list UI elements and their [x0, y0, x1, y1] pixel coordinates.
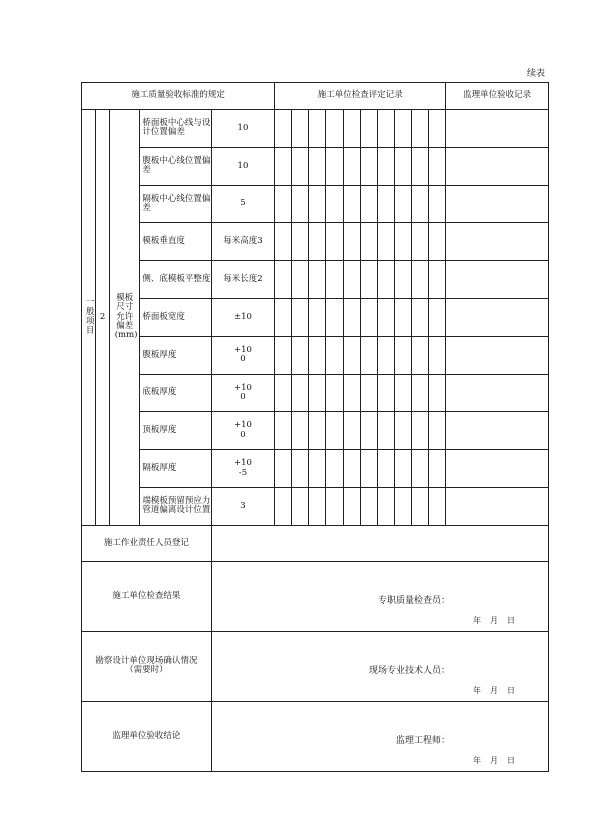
item-value: 每米长度2 — [211, 261, 274, 299]
item-row — [82, 261, 549, 299]
supervision-cell[interactable] — [446, 261, 549, 299]
record-cell[interactable] — [360, 185, 377, 223]
record-cell[interactable] — [343, 298, 360, 336]
item-name: 顶板厚度 — [140, 412, 211, 450]
sign-section-row — [82, 701, 549, 771]
item-name: 端模板预留预应力管道偏离设计位置 — [140, 487, 211, 525]
record-cell[interactable] — [411, 336, 428, 374]
item-value: +10 0 — [211, 412, 274, 450]
record-cell[interactable] — [275, 185, 292, 223]
item-row — [82, 450, 549, 488]
record-cell[interactable] — [309, 223, 326, 261]
record-cell[interactable] — [326, 185, 343, 223]
record-cell[interactable] — [343, 185, 360, 223]
record-cell[interactable] — [360, 223, 377, 261]
record-cell[interactable] — [326, 374, 343, 412]
record-cell[interactable] — [360, 487, 377, 525]
sign-section-row — [82, 561, 549, 631]
record-cell[interactable] — [343, 450, 360, 488]
item-row — [82, 374, 549, 412]
record-cell[interactable] — [394, 450, 411, 488]
record-cell[interactable] — [411, 374, 428, 412]
supervision-cell[interactable] — [446, 412, 549, 450]
signer-label: 专职质量检查员： — [377, 595, 450, 606]
record-cell[interactable] — [275, 261, 292, 299]
record-cell[interactable] — [377, 261, 394, 299]
supervision-cell[interactable] — [446, 487, 549, 525]
sign-section-label: 施工单位检查结果 — [82, 561, 212, 631]
record-cell[interactable] — [275, 223, 292, 261]
sign-date: 年月日 — [473, 685, 524, 695]
record-cell[interactable] — [275, 147, 292, 185]
record-cell[interactable] — [429, 147, 446, 185]
record-cell[interactable] — [394, 185, 411, 223]
record-cell[interactable] — [275, 336, 292, 374]
record-cell[interactable] — [343, 223, 360, 261]
item-name: 模板垂直度 — [140, 223, 211, 261]
record-cell[interactable] — [292, 261, 309, 299]
sign-section-label: 勘察设计单位现场确认情况（需要时） — [82, 631, 212, 701]
record-cell[interactable] — [377, 374, 394, 412]
record-cell[interactable] — [360, 450, 377, 488]
item-value: 10 — [211, 147, 274, 185]
sign-section-label: 监理单位验收结论 — [82, 701, 212, 771]
record-cell[interactable] — [429, 412, 446, 450]
record-cell[interactable] — [429, 336, 446, 374]
continued-label: 续表 — [527, 69, 546, 79]
record-cell[interactable] — [326, 147, 343, 185]
sign-date: 年月日 — [473, 615, 524, 625]
record-cell[interactable] — [360, 261, 377, 299]
item-row — [82, 298, 549, 336]
record-cell[interactable] — [326, 223, 343, 261]
worker-registration-field[interactable] — [211, 525, 548, 561]
item-value: +10 0 — [211, 374, 274, 412]
record-cell[interactable] — [309, 147, 326, 185]
record-cell[interactable] — [309, 261, 326, 299]
record-cell[interactable] — [411, 298, 428, 336]
record-cell[interactable] — [429, 185, 446, 223]
record-cell[interactable] — [343, 487, 360, 525]
record-cell[interactable] — [292, 412, 309, 450]
record-cell[interactable] — [292, 185, 309, 223]
category-cell — [82, 110, 96, 526]
item-name: 侧、底模板平整度 — [140, 261, 211, 299]
record-cell[interactable] — [292, 487, 309, 525]
item-name: 底板厚度 — [140, 374, 211, 412]
item-value: 3 — [211, 487, 274, 525]
record-cell[interactable] — [394, 374, 411, 412]
record-cell[interactable] — [360, 374, 377, 412]
item-value: +10 0 — [211, 336, 274, 374]
record-cell[interactable] — [309, 374, 326, 412]
record-cell[interactable] — [360, 298, 377, 336]
header-construction-record: 施工单位检查评定记录 — [275, 83, 446, 110]
group-label: 模板尺寸允许偏差(mm) — [114, 293, 138, 341]
record-cell[interactable] — [394, 298, 411, 336]
record-cell[interactable] — [309, 110, 326, 148]
record-cell[interactable] — [309, 412, 326, 450]
item-name: 隔板中心线位置偏差 — [140, 185, 211, 223]
item-row — [82, 110, 549, 148]
record-cell[interactable] — [292, 336, 309, 374]
record-cell[interactable] — [326, 412, 343, 450]
item-value: ±10 — [211, 298, 274, 336]
item-value: 5 — [211, 185, 274, 223]
signer-label: 现场专业技术人员： — [368, 665, 450, 676]
record-cell[interactable] — [377, 223, 394, 261]
item-value: 10 — [211, 110, 274, 148]
record-cell[interactable] — [411, 412, 428, 450]
worker-registration-label: 施工作业责任人员登记 — [82, 525, 212, 561]
record-cell[interactable] — [377, 147, 394, 185]
item-row — [82, 185, 549, 223]
signer-label: 监理工程师： — [395, 735, 450, 746]
record-cell[interactable] — [326, 110, 343, 148]
supervision-cell[interactable] — [446, 223, 549, 261]
record-cell[interactable] — [326, 487, 343, 525]
item-value: +10 -5 — [211, 450, 274, 488]
category-label: 一般项目 — [84, 296, 95, 335]
supervision-cell[interactable] — [446, 147, 549, 185]
record-cell[interactable] — [292, 298, 309, 336]
record-cell[interactable] — [429, 110, 446, 148]
record-cell[interactable] — [309, 450, 326, 488]
group-cell — [110, 110, 140, 526]
worker-registration-row — [82, 525, 549, 561]
record-cell[interactable] — [309, 487, 326, 525]
item-name: 腹板厚度 — [140, 336, 211, 374]
record-cell[interactable] — [343, 147, 360, 185]
sign-section-row — [82, 631, 549, 701]
record-cell[interactable] — [360, 336, 377, 374]
record-cell[interactable] — [411, 223, 428, 261]
item-row — [82, 147, 549, 185]
record-cell[interactable] — [394, 110, 411, 148]
header-supervision-record: 监理单位验收记录 — [446, 83, 549, 110]
sign-date: 年月日 — [473, 755, 524, 765]
record-cell[interactable] — [429, 450, 446, 488]
record-cell[interactable] — [292, 450, 309, 488]
item-name: 腹板中心线位置偏差 — [140, 147, 211, 185]
record-cell[interactable] — [343, 261, 360, 299]
record-cell[interactable] — [309, 336, 326, 374]
item-number-cell — [96, 110, 110, 526]
record-cell[interactable] — [411, 185, 428, 223]
record-cell[interactable] — [292, 110, 309, 148]
supervision-cell[interactable] — [446, 185, 549, 223]
record-cell[interactable] — [292, 147, 309, 185]
item-name: 桥面板宽度 — [140, 298, 211, 336]
record-cell[interactable] — [429, 261, 446, 299]
sign-section-field[interactable] — [211, 631, 548, 701]
record-cell[interactable] — [377, 185, 394, 223]
supervision-cell[interactable] — [446, 110, 549, 148]
record-cell[interactable] — [326, 261, 343, 299]
item-row — [82, 223, 549, 261]
record-cell[interactable] — [343, 110, 360, 148]
record-cell[interactable] — [360, 110, 377, 148]
record-cell[interactable] — [429, 374, 446, 412]
record-cell[interactable] — [411, 261, 428, 299]
record-cell[interactable] — [429, 487, 446, 525]
record-cell[interactable] — [429, 298, 446, 336]
record-cell[interactable] — [275, 374, 292, 412]
record-cell[interactable] — [394, 147, 411, 185]
record-cell[interactable] — [309, 298, 326, 336]
record-cell[interactable] — [394, 487, 411, 525]
record-cell[interactable] — [343, 336, 360, 374]
supervision-cell[interactable] — [446, 336, 549, 374]
record-cell[interactable] — [275, 450, 292, 488]
record-cell[interactable] — [411, 110, 428, 148]
record-cell[interactable] — [292, 223, 309, 261]
sign-section-field[interactable] — [211, 701, 548, 771]
record-cell[interactable] — [411, 487, 428, 525]
record-cell[interactable] — [394, 223, 411, 261]
header-standard: 施工质量验收标准的规定 — [82, 83, 275, 110]
item-value: 每米高度3 — [211, 223, 274, 261]
record-cell[interactable] — [377, 487, 394, 525]
record-cell[interactable] — [394, 336, 411, 374]
record-cell[interactable] — [275, 487, 292, 525]
record-cell[interactable] — [343, 374, 360, 412]
record-cell[interactable] — [394, 412, 411, 450]
record-cell[interactable] — [411, 147, 428, 185]
item-name: 桥面板中心线与设计位置偏差 — [140, 110, 211, 148]
record-cell[interactable] — [275, 110, 292, 148]
record-cell[interactable] — [326, 450, 343, 488]
supervision-cell[interactable] — [446, 298, 549, 336]
supervision-cell[interactable] — [446, 450, 549, 488]
record-cell[interactable] — [411, 450, 428, 488]
record-cell[interactable] — [377, 336, 394, 374]
record-cell[interactable] — [326, 298, 343, 336]
record-cell[interactable] — [377, 412, 394, 450]
sign-section-field[interactable] — [211, 561, 548, 631]
record-cell[interactable] — [360, 412, 377, 450]
item-row — [82, 336, 549, 374]
record-cell[interactable] — [429, 223, 446, 261]
record-cell[interactable] — [309, 185, 326, 223]
inspection-form-table — [81, 82, 549, 772]
record-cell[interactable] — [343, 412, 360, 450]
record-cell[interactable] — [275, 298, 292, 336]
item-row — [82, 412, 549, 450]
record-cell[interactable] — [377, 110, 394, 148]
record-cell[interactable] — [292, 374, 309, 412]
record-cell[interactable] — [377, 298, 394, 336]
record-cell[interactable] — [377, 450, 394, 488]
item-number: 2 — [99, 311, 106, 322]
record-cell[interactable] — [394, 261, 411, 299]
item-name: 隔板厚度 — [140, 450, 211, 488]
supervision-cell[interactable] — [446, 374, 549, 412]
record-cell[interactable] — [360, 147, 377, 185]
record-cell[interactable] — [326, 336, 343, 374]
record-cell[interactable] — [275, 412, 292, 450]
item-row — [82, 487, 549, 525]
